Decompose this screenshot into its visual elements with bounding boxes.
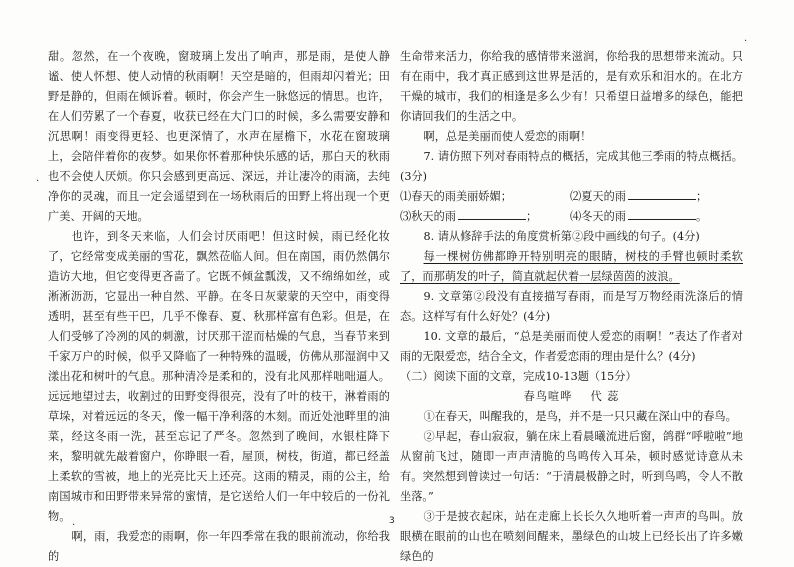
paragraph-winter-rain: 也许，到冬天来临，人们会讨厌雨吧！但这时候，雨已经化妆了，它经常变成美丽的雪花，飘然莅临人间。但在南国，雨仍然偶尔造访大地，但它变得更吝啬了。它既不倾盆瓢泼，又不绵绵如丝，或淅淅沥沥，它显出一种自然、平静。在冬日灰蒙蒙的天空中，雨变得透明，甚至有些干巴，几乎不像春、夏、秋那样富有色彩。但是，在人们受够了冷冽的风的刺激，讨厌那干涩而枯燥的气息，当春节来到千家万户的时候，似乎又降临了一种特殊的温暖，仿佛从那湿润中又漾出花和树叶的气息。那种清冷是柔和的，没有北风那样咄咄逼人。远远地望过去，收割过的田野变得很亮，没有了叶的枝干，淋着雨的草垛，对着远远的冬天，像一幅干净利落的木刻。而近处池畔里的油菜，经这冬雨一洗，甚至忘记了严冬。忽然到了晚间，水银柱降下来，黎明就先敲着窗户，你睁眼一看，屋顶，树枝，街道，都已经盖上柔软的雪被，地上的光亮比天上还亮。这雨的精灵，雨的公主，给南国城市和田野带来异常的蜜情，是它送给人们一年中较后的一份礼物。	[48, 230, 390, 523]
article-author: 代 蕊	[590, 390, 620, 403]
article-paragraph-1: ①在春天，叫醒我的，是鸟，并不是一只只藏在深山中的春鸟。	[423, 410, 737, 423]
scan-mark: ·	[36, 176, 40, 187]
right-column	[400, 47, 743, 567]
answer-blank[interactable]	[628, 209, 696, 220]
answer-blank[interactable]	[458, 209, 526, 220]
paragraph-autumn-rain: 甜。忽然，在一个夜晚，窗玻璃上发出了响声，那是雨，是使人静谧、使人怀想、使人动情的秋雨啊！天空是暗的，但雨却闪着光；田野是静的，但雨在倾诉着。顿时，你会产生一脉悠远的情思。也许，在人们劳累了一个春夏，收获已经在大门口的时候，多么需要安静和沉思啊！雨变得更轻、也更深情了，水声在屋檐下，水花在窗玻璃上，会陪伴着你的夜梦。如果你怀着那种快乐感的话，那白天的秋雨也不会使人厌烦。你只会感到更高远、深远，并让凄冷的雨滴，去纯净你的灵魂，而且一定会遥望到在一场秋雨后的田野上将出现一个更广美、开阔的天地。	[48, 50, 390, 223]
paragraph-continuation: 生命带来活力，你给我的感情带来滋润，你给我的思想带来流动。只有在雨中，我才真正感到这世界是活的，是有欢乐和泪水的。在北方干燥的城市，我们的相逢是多么少有！只希望日益增多的绿色，能把你请回我们的生活之中。	[400, 50, 743, 123]
article-paragraph-2: ②早起，春山寂寂，躺在床上看晨曦流进后窗，鸽群“呼啦啦”地从窗前飞过，随即一声声清脆的鸟鸣传入耳朵，顿时感觉诗意从未有。突然想到曾读过一句话：“于清晨极静之时，听到鸟鸣，令人不散坐落。”	[400, 430, 743, 503]
question-10: 10. 文章的最后，“总是美丽而使人爱恋的雨啊！”表达了作者对雨的无限爱恋，结合全文，作者爱恋雨的理由是什么？(4分)	[400, 330, 743, 363]
question-7-options-row2	[400, 207, 743, 227]
scan-mark: ·	[72, 520, 76, 531]
option-winter: ⑷冬天的雨 。	[570, 210, 708, 223]
question-7-options-row1	[400, 187, 743, 207]
question-9: 9. 文章第②段没有直接描写春雨，而是写万物经雨洗涤后的情态。这样写有什么好处？(4分)	[400, 290, 743, 323]
section-heading: （二）阅读下面的文章，完成10-13题（15分）	[400, 370, 637, 383]
left-column	[48, 47, 390, 567]
paragraph-closing: 啊，总是美丽而使人爱恋的雨啊！	[423, 130, 592, 143]
option-summer: ⑵夏天的雨 ；	[570, 190, 708, 203]
question-8: 8. 请从修辞手法的角度赏析第②段中画线的句子。(4分)	[423, 230, 700, 243]
page-number: 3	[389, 516, 395, 526]
question-7: 7. 请仿照下列对春雨特点的概括，完成其他三季雨的特点概括。(3分)	[400, 150, 743, 183]
question-8-quote: 每一棵树仿佛都睁开特别明亮的眼睛，树枝的手臂也顿时柔软了，而那萌发的叶子，简直就起伏着一层绿茵茵的波浪。	[400, 250, 743, 283]
scan-mark: ·	[744, 36, 748, 47]
article-paragraph-3: ③于是披衣起床，站在走廊上长长久久地听着一声声的鸟叫。放眼横在眼前的山也在喷刻间醒来，墨绿色的山坡上已经长出了许多嫩绿色的	[400, 510, 743, 563]
article-title: 春鸟喧哗 代 蕊	[523, 390, 620, 403]
option-autumn: ⑶秋天的雨 ；	[400, 210, 538, 223]
answer-blank[interactable]	[628, 189, 696, 200]
option-spring: ⑴春天的雨美丽娇媚；	[400, 190, 512, 203]
paragraph-closing-start: 啊，雨，我爱恋的雨啊，你一年四季常在我的眼前流动，你给我的	[48, 530, 390, 563]
